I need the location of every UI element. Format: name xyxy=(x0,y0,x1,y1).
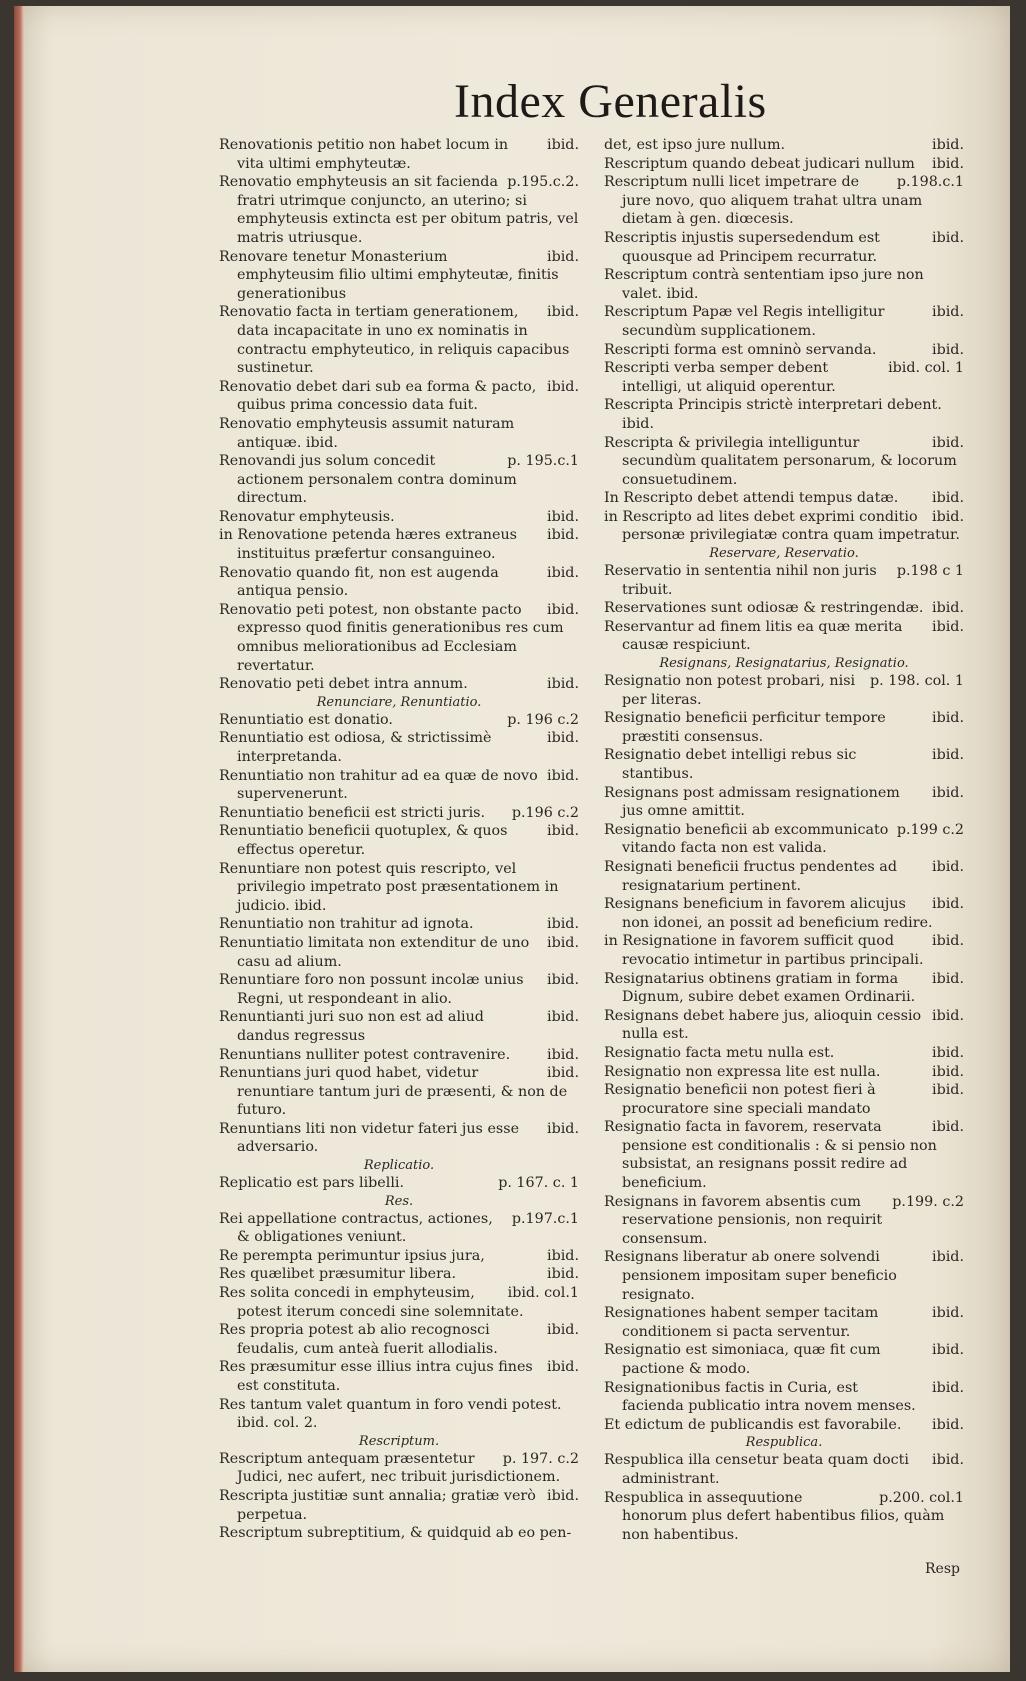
index-entry xyxy=(219,729,579,766)
index-entry xyxy=(219,601,579,675)
entry-text: Reservationes sunt odiosæ & restringendæ. xyxy=(604,600,924,617)
entry-reference: ibid. xyxy=(547,248,579,265)
entry-reference: ibid. xyxy=(547,823,579,840)
entry-text: In Rescripto debet attendi tempus datæ. xyxy=(604,490,899,507)
entry-text: Resignatio facta metu nulla est. xyxy=(604,1044,835,1061)
entry-text: Renuntiare foro non possunt incolæ unius Regni, ut respondeant in alio. xyxy=(219,972,524,1007)
entry-text: Renovatio debet dari sub ea forma & pacto, quibus prima concessio data fuit. xyxy=(219,378,537,414)
index-entry xyxy=(219,136,579,173)
section-heading: Renunciare, Renuntiatio. xyxy=(316,694,482,710)
index-entry xyxy=(604,970,964,1007)
right-column xyxy=(604,136,964,1544)
index-entry xyxy=(219,1321,579,1358)
entry-reference: p.200. col.1 xyxy=(879,1489,964,1506)
entry-text: Renovatio peti debet intra annum. xyxy=(219,676,468,693)
entry-reference: ibid. xyxy=(932,970,964,987)
entry-reference: ibid. col.1 xyxy=(507,1285,579,1302)
entry-reference: ibid. xyxy=(932,933,964,950)
entry-text: Et edictum de publicandis est favorabile. xyxy=(604,1416,902,1433)
index-entry xyxy=(219,1524,579,1543)
entry-text: Renuntiatio limitata non extenditur de uno casu ad alium. xyxy=(219,934,530,970)
index-entry xyxy=(219,804,579,823)
entry-text: Rescriptum subreptitium, & quidquid ab eo pen- xyxy=(219,1525,572,1542)
index-entry xyxy=(219,1174,579,1193)
entry-reference: p. 198. col. 1 xyxy=(870,673,964,690)
entry-reference: ibid. xyxy=(932,1119,964,1136)
entry-reference: ibid. xyxy=(932,600,964,617)
entry-text: Renovationis petitio non habet locum in vita ultimi emphyteutæ. xyxy=(219,137,509,172)
entry-text: in Renovatione petenda hæres extraneus instituitus præfertur consanguineo. xyxy=(219,527,518,563)
index-entry xyxy=(604,1341,964,1378)
entry-reference: ibid. xyxy=(932,784,964,801)
index-entry xyxy=(219,1064,579,1120)
index-entry xyxy=(604,155,964,174)
index-entry xyxy=(604,136,964,155)
entry-reference: ibid. xyxy=(932,229,964,246)
entry-reference: p. 167. c. 1 xyxy=(498,1175,579,1192)
section-heading: Rescriptum. xyxy=(358,1433,440,1449)
index-entry xyxy=(219,711,579,730)
index-entry xyxy=(219,378,579,415)
index-entry xyxy=(604,672,964,709)
entry-reference: ibid. xyxy=(547,1009,579,1026)
entry-text: Resignans beneficium in favorem alicujus non idonei, an possit ad beneficium redire. xyxy=(604,896,933,931)
entry-reference: ibid. xyxy=(932,1082,964,1099)
entry-text: Renuntiatio beneficii quotuplex, & quos effectus operetur. xyxy=(219,823,508,858)
index-entry xyxy=(604,229,964,266)
entry-text: Res quælibet præsumitur libera. xyxy=(219,1266,457,1283)
index-entry xyxy=(604,489,964,508)
entry-text: Rescripta Principis strictè interpretari debent. ibid. xyxy=(604,397,942,432)
entry-text: Respublica illa censetur beata quam docti administrant. xyxy=(604,1452,909,1487)
entry-text: Res præsumitur esse illius intra cujus fines est constituta. xyxy=(219,1359,533,1394)
index-entry xyxy=(604,1193,964,1249)
entry-reference: ibid. xyxy=(547,137,579,153)
index-entry xyxy=(219,248,579,304)
entry-reference: ibid. xyxy=(932,490,964,507)
entry-text: Renuntiatio est odiosa, & strictissimè interpretanda. xyxy=(219,730,492,765)
index-entry xyxy=(604,821,964,858)
index-entry xyxy=(604,1489,964,1545)
entry-text: Resignationibus factis in Curia, est facienda publicatio intra novem menses. xyxy=(604,1379,916,1415)
entry-text: Res tantum valet quantum in foro vendi potest. ibid. col. 2. xyxy=(219,1396,562,1432)
entry-text: Reservantur ad finem litis ea quæ merita causæ respiciunt. xyxy=(604,618,903,654)
entry-reference: ibid. xyxy=(932,1007,964,1024)
entry-text: Renovatur emphyteusis. xyxy=(219,508,395,525)
entry-reference: p.198.c.1 xyxy=(896,174,964,191)
index-entry xyxy=(219,1358,579,1395)
entry-reference: p. 196 c.2 xyxy=(507,711,579,728)
index-entry xyxy=(219,508,579,527)
index-entry xyxy=(219,675,579,694)
entry-reference: ibid. xyxy=(932,1452,964,1469)
entry-reference: p.195.c.2. xyxy=(507,174,579,191)
entry-reference: ibid. xyxy=(932,1305,964,1322)
entry-text: Resignatio debet intelligi rebus sic stantibus. xyxy=(604,747,857,782)
entry-reference: ibid. xyxy=(547,378,579,395)
index-entry xyxy=(604,746,964,783)
entry-text: Re perempta perimuntur ipsius jura, xyxy=(219,1247,485,1264)
entry-reference: ibid. xyxy=(932,137,964,153)
entry-text: Rescriptum quando debeat judicari nullum xyxy=(604,155,915,172)
section-heading: Resignans, Resignatarius, Resignatio. xyxy=(659,656,909,672)
index-entry xyxy=(219,303,579,377)
index-entry xyxy=(219,415,579,452)
entry-reference: ibid. xyxy=(547,767,579,784)
entry-text: det, est ipso jure nullum. xyxy=(604,137,786,153)
entry-reference: ibid. xyxy=(547,527,579,544)
index-entry xyxy=(219,452,579,508)
entry-reference: ibid. xyxy=(932,618,964,635)
index-entry xyxy=(219,1008,579,1045)
entry-text: Res solita concedi in emphyteusim, potest iterum concedi sine solemnitate. xyxy=(219,1285,524,1320)
index-entry xyxy=(604,359,964,396)
index-entry xyxy=(604,1304,964,1341)
entry-reference: ibid. xyxy=(932,1379,964,1396)
entry-text: Resignans in favorem absentis cum reservatione pensionis, non requirit consensum. xyxy=(604,1193,883,1247)
entry-text: Renuntiatio non trahitur ad ea quæ de novo supervenerunt. xyxy=(219,767,538,803)
section-heading: Reservare, Reservatio. xyxy=(709,546,859,562)
index-entry xyxy=(604,1044,964,1063)
entry-text: Resignatio non expressa lite est nulla. xyxy=(604,1063,881,1080)
index-entry xyxy=(219,173,579,247)
entry-reference: ibid. xyxy=(932,1044,964,1061)
page-edge xyxy=(14,6,24,1672)
index-entry xyxy=(604,303,964,340)
left-column xyxy=(219,136,579,1543)
entry-text: Resignans post admissam resignationem jus omne amittit. xyxy=(604,784,900,820)
entry-reference: p.196 c.2 xyxy=(511,804,579,821)
entry-reference: ibid. xyxy=(932,508,964,525)
index-entry xyxy=(219,860,579,916)
entry-text: Rescriptis injustis supersedendum est quousque ad Principem recurratur. xyxy=(604,229,880,265)
entry-reference: ibid. xyxy=(932,155,964,172)
index-entry xyxy=(219,1247,579,1266)
entry-reference: p.198 c 1 xyxy=(896,563,964,580)
entry-text: Resignatio beneficii non potest fieri à procuratore sine speciali mandato xyxy=(604,1082,876,1117)
entry-reference: ibid. xyxy=(932,1249,964,1266)
entry-text: Rescripta justitiæ sunt annalia; gratiæ verò perpetua. xyxy=(219,1487,536,1523)
entry-reference: ibid. xyxy=(547,1120,579,1137)
entry-reference: ibid. col. 1 xyxy=(888,360,964,377)
index-entry xyxy=(604,895,964,932)
index-entry xyxy=(604,266,964,303)
entry-reference: ibid. xyxy=(547,730,579,747)
entry-reference: ibid. xyxy=(547,1046,579,1063)
entry-text: Resignans liberatur ab onere solvendi pensionem impositam super beneficio resignato. xyxy=(604,1249,897,1303)
entry-text: Renuntians liti non videtur fateri jus esse adversario. xyxy=(219,1120,520,1156)
entry-text: Rescriptum Papæ vel Regis intelligitur secundùm supplicationem. xyxy=(604,304,885,339)
entry-reference: ibid. xyxy=(547,676,579,693)
index-entry xyxy=(219,822,579,859)
entry-text: Renuntians nulliter potest contravenire. xyxy=(219,1046,511,1063)
entry-reference: ibid. xyxy=(547,601,579,618)
entry-text: Renovatio facta in tertiam generationem, data incapacitate in uno ex nominatis in contractu emphyteutico, in reliquis capacibus sustinetur. xyxy=(219,304,570,377)
entry-reference: ibid. xyxy=(932,434,964,451)
entry-text: in Rescripto ad lites debet exprimi conditio personæ privilegiatæ contra quam impetratur. xyxy=(604,508,960,544)
entry-text: Renovatio quando fit, non est augenda antiqua pensio. xyxy=(219,564,499,600)
entry-text: Replicatio est pars libelli. xyxy=(219,1175,405,1192)
catchword: Resp xyxy=(925,1561,960,1577)
entry-text: in Resignatione in favorem sufficit quod revocatio intimetur in partibus principali. xyxy=(604,933,924,968)
entry-reference: ibid. xyxy=(932,896,964,913)
entry-text: Renovatio peti potest, non obstante pacto expresso quod finitis generationibus res cum omnibus meliorationibus ad Ecclesiam revertatur. xyxy=(219,601,564,674)
entry-reference: ibid. xyxy=(932,747,964,764)
index-entry xyxy=(604,173,964,229)
index-entry xyxy=(219,915,579,934)
entry-text: Rei appellatione contractus, actiones, & obligationes veniunt. xyxy=(219,1210,493,1246)
index-entry xyxy=(604,1081,964,1118)
section-heading: Replicatio. xyxy=(363,1158,435,1174)
index-entry xyxy=(604,1451,964,1488)
entry-text: Resignati beneficii fructus pendentes ad resignatarium pertinent. xyxy=(604,858,897,894)
index-entry xyxy=(219,1487,579,1524)
index-entry xyxy=(604,562,964,599)
index-entry xyxy=(604,1379,964,1416)
index-entry xyxy=(219,767,579,804)
entry-reference: p.197.c.1 xyxy=(511,1210,579,1227)
entry-reference: ibid. xyxy=(547,1359,579,1376)
entry-reference: p.199 c.2 xyxy=(896,821,964,838)
entry-text: Resignationes habent semper tacitam conditionem si pacta serventur. xyxy=(604,1305,879,1340)
entry-text: Res propria potest ab alio recognosci feudalis, cum anteà fuerit allodialis. xyxy=(219,1322,498,1357)
entry-text: Renovare tenetur Monasterium emphyteusim filio ultimi emphyteutæ, finitis generationibus xyxy=(219,248,559,302)
section-heading: Res. xyxy=(384,1193,414,1209)
entry-text: Renuntiatio non trahitur ad ignota. xyxy=(219,916,474,933)
index-entry xyxy=(219,1210,579,1247)
entry-reference: ibid. xyxy=(547,1322,579,1339)
entry-reference: ibid. xyxy=(547,1247,579,1264)
section-heading: Respublica. xyxy=(745,1435,823,1451)
index-entry xyxy=(604,1416,964,1435)
index-entry xyxy=(219,1284,579,1321)
entry-reference: p.199. c.2 xyxy=(892,1193,964,1210)
entry-text: Renuntiatio est donatio. xyxy=(219,711,393,728)
entry-text: Resignatio est simoniaca, quæ fit cum pactione & modo. xyxy=(604,1342,881,1377)
entry-reference: ibid. xyxy=(932,1416,964,1433)
entry-reference: p. 197. c.2 xyxy=(502,1450,579,1467)
index-entry xyxy=(219,1265,579,1284)
entry-text: Rescripta & privilegia intelliguntur secundùm qualitatem personarum, & locorum consuetudinem. xyxy=(604,434,957,488)
entry-reference: ibid. xyxy=(547,1065,579,1082)
index-entry xyxy=(604,618,964,655)
entry-reference: ibid. xyxy=(547,508,579,525)
index-entry xyxy=(604,599,964,618)
index-entry xyxy=(604,784,964,821)
index-entry xyxy=(604,1007,964,1044)
entry-text: Resignatio beneficii perficitur tempore præstiti consensus. xyxy=(604,710,886,745)
index-entry xyxy=(604,1248,964,1304)
entry-text: Renuntians juri quod habet, videtur renuntiare tantum juri de præsenti, & non de futuro. xyxy=(219,1065,568,1119)
entry-reference: ibid. xyxy=(932,858,964,875)
entry-reference: ibid. xyxy=(932,710,964,727)
page-title: Index Generalis xyxy=(454,75,767,128)
index-entry xyxy=(604,341,964,360)
index-entry xyxy=(219,526,579,563)
entry-text: Resignatio non potest probari, nisi per literas. xyxy=(604,673,856,708)
index-entry xyxy=(604,1063,964,1082)
entry-reference: ibid. xyxy=(547,1487,579,1504)
index-entry xyxy=(604,434,964,490)
entry-text: Renuntiare non potest quis rescripto, vel privilegio impetrato post præsentationem in judicio. ibid. xyxy=(219,860,559,914)
index-entry xyxy=(219,1450,579,1487)
index-entry xyxy=(219,934,579,971)
entry-reference: ibid. xyxy=(547,564,579,581)
entry-text: Rescripti forma est omninò servanda. xyxy=(604,341,877,358)
entry-text: Rescripti verba semper debent intelligi, ut aliquid operentur. xyxy=(604,360,836,395)
entry-text: Resignatio facta in favorem, reservata pensione est conditionalis : & si pensio non subsistat, an resignans possit redire ad beneficium. xyxy=(604,1119,937,1192)
entry-reference: ibid. xyxy=(932,304,964,321)
index-entry xyxy=(219,971,579,1008)
entry-text: Resignatarius obtinens gratiam in forma Dignum, subire debet examen Ordinarii. xyxy=(604,970,916,1006)
entry-text: Renovatio emphyteusis assumit naturam antiquæ. ibid. xyxy=(219,415,515,451)
index-entry xyxy=(604,858,964,895)
entry-reference: p. 195.c.1 xyxy=(507,453,579,470)
index-entry xyxy=(219,1120,579,1157)
entry-reference: ibid. xyxy=(932,1342,964,1359)
entry-text: Rescriptum contrà sententiam ipso jure non valet. ibid. xyxy=(604,267,924,302)
index-entry xyxy=(219,564,579,601)
index-entry xyxy=(219,1046,579,1065)
entry-text: Respublica in assequutione honorum plus defert habentibus filios, quàm non habentibus. xyxy=(604,1489,945,1543)
index-entry xyxy=(604,508,964,545)
entry-text: Resignans debet habere jus, alioquin cessio nulla est. xyxy=(604,1007,922,1043)
entry-text: Renuntianti juri suo non est ad aliud dandus regressus xyxy=(219,1009,484,1044)
entry-reference: ibid. xyxy=(547,934,579,951)
entry-text: Resignatio beneficii ab excommunicato vitando facta non est valida. xyxy=(604,821,889,857)
entry-reference: ibid. xyxy=(547,972,579,989)
entry-text: Renovandi jus solum concedit actionem personalem contra dominum directum. xyxy=(219,453,517,507)
entry-text: Reservatio in sententia nihil non juris tribuit. xyxy=(604,563,877,598)
index-entry xyxy=(604,1118,964,1192)
entry-reference: ibid. xyxy=(932,341,964,358)
index-entry xyxy=(604,396,964,433)
entry-reference: ibid. xyxy=(547,304,579,321)
entry-reference: ibid. xyxy=(547,916,579,933)
index-entry xyxy=(604,932,964,969)
book-page xyxy=(14,6,1010,1672)
entry-text: Renovatio emphyteusis an sit facienda fratri utrimque conjuncto, an uterino; si emphyteusis extincta est per obitum patris, vel matris utriusque. xyxy=(219,174,579,246)
entry-text: Rescriptum antequam præsentetur Judici, nec aufert, nec tribuit jurisdictionem. xyxy=(219,1450,561,1486)
entry-reference: ibid. xyxy=(547,1266,579,1283)
entry-reference: ibid. xyxy=(932,1063,964,1080)
entry-text: Renuntiatio beneficii est stricti juris. xyxy=(219,804,486,821)
index-entry xyxy=(219,1396,579,1433)
entry-text: Rescriptum nulli licet impetrare de jure novo, quo aliquem trahat ultra unam dietam à gen. diœcesis. xyxy=(604,174,923,228)
index-entry xyxy=(604,709,964,746)
